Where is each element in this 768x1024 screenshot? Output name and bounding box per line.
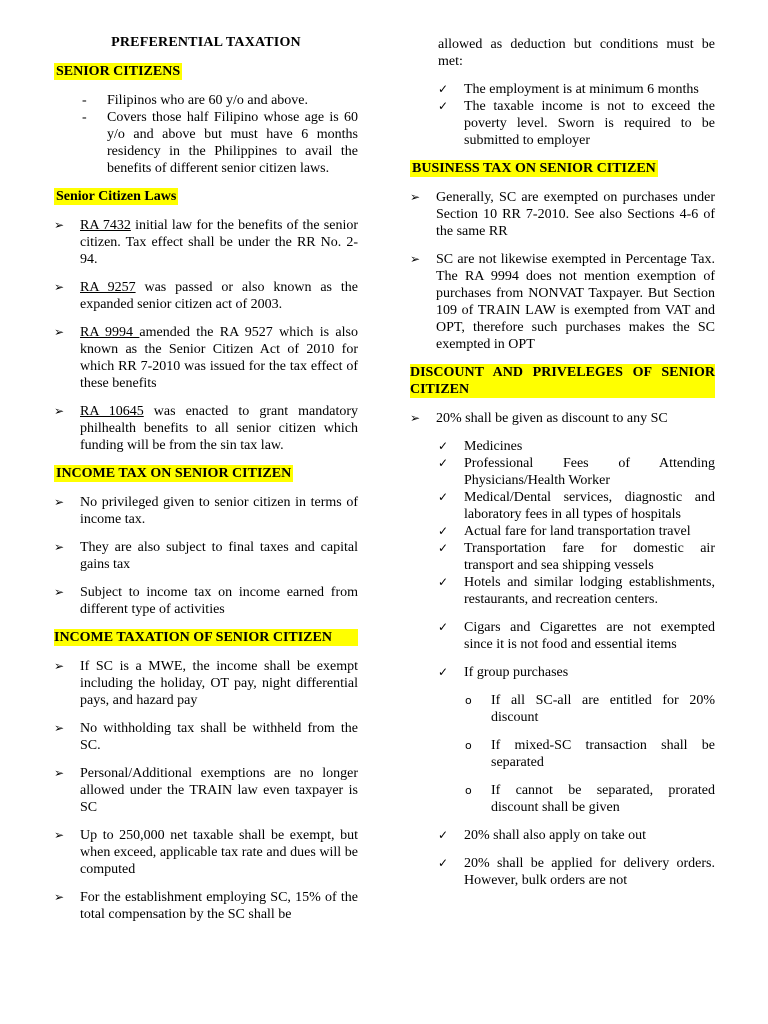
continuation-text: allowed as deduction but conditions must be met:	[438, 37, 715, 69]
check-bullet-icon: ✓	[438, 575, 449, 589]
discount-heading: DISCOUNT AND PRIVELEGES OF SENIOR CITIZEN	[410, 365, 715, 397]
list-item: ➢ No privileged given to senior citizen in terms of income tax.	[54, 495, 358, 527]
discount-item: ✓ Actual fare for land transportation travel	[438, 524, 691, 539]
page-title: PREFERENTIAL TAXATION	[111, 35, 301, 50]
check-bullet-icon: ✓	[438, 439, 449, 453]
arrow-bullet-icon: ➢	[410, 190, 421, 204]
group-purchases-item: ✓ If group purchases	[438, 665, 569, 680]
senior-citizen-laws-heading: Senior Citizen Laws	[56, 189, 177, 204]
check-bullet-icon: ✓	[438, 456, 449, 470]
condition-item: ✓ The taxable income is not to exceed the poverty level. Sworn is required to be submitted to employer	[438, 99, 715, 148]
list-item: ➢ Personal/Additional exemptions are no longer allowed under the TRAIN law even taxpayer is SC	[54, 766, 358, 815]
law-item: ➢ RA 9994 amended the RA 9527 which is also known as the Senior Citizen Act of 2010 for which RR 7-2010 was issued for the tax effect of these benefits	[54, 325, 358, 391]
check-bullet-icon: ✓	[438, 99, 449, 113]
arrow-bullet-icon: ➢	[410, 411, 421, 425]
law-item: ➢ RA 10645 was enacted to grant mandatory philhealth benefits to all senior citizen which funding will be from the sin tax law.	[54, 404, 358, 453]
list-item: ➢ 20% shall be given as discount to any SC	[410, 411, 668, 426]
arrow-bullet-icon: ➢	[54, 218, 65, 232]
law-item: ➢ RA 7432 initial law for the benefits of the senior citizen. Tax effect shall be under the RR No. 2-94.	[54, 218, 358, 267]
list-item: ➢ Up to 250,000 net taxable shall be exempt, but when exceed, applicable tax rate and dues will be computed	[54, 828, 358, 877]
check-bullet-icon: ✓	[438, 490, 449, 504]
arrow-bullet-icon: ➢	[54, 659, 65, 673]
check-bullet-icon: ✓	[438, 524, 449, 538]
arrow-bullet-icon: ➢	[54, 540, 65, 554]
arrow-bullet-icon: ➢	[54, 325, 65, 339]
circle-bullet-icon: o	[465, 694, 472, 707]
group-sub-item: o If all SC-all are entitled for 20% discount	[465, 693, 715, 725]
discount-item: ✓ Professional Fees of Attending Physicians/Health Worker	[438, 456, 715, 488]
check-bullet-icon: ✓	[438, 541, 449, 555]
takeout-item: ✓ 20% shall also apply on take out	[438, 828, 646, 843]
arrow-bullet-icon: ➢	[54, 828, 65, 842]
arrow-bullet-icon: ➢	[54, 404, 65, 418]
arrow-bullet-icon: ➢	[54, 721, 65, 735]
list-item: - Filipinos who are 60 y/o and above.	[82, 93, 309, 108]
circle-bullet-icon: o	[465, 739, 472, 752]
list-item: ➢ SC are not likewise exempted in Percentage Tax. The RA 9994 does not mention exemption of purchases from NONVAT Taxpayer. But Section 109 of TRAIN LAW is exempted from VAT and OPT, therefore such purchases makes the SC exempted in OPT	[410, 252, 715, 352]
law-item: ➢ RA 9257 was passed or also known as the expanded senior citizen act of 2003.	[54, 280, 358, 312]
arrow-bullet-icon: ➢	[54, 280, 65, 294]
list-item: ➢ No withholding tax shall be withheld from the SC.	[54, 721, 358, 753]
senior-citizens-heading: SENIOR CITIZENS	[56, 64, 181, 79]
check-bullet-icon: ✓	[438, 665, 449, 679]
income-taxation-heading: INCOME TAXATION OF SENIOR CITIZEN	[54, 629, 358, 646]
arrow-bullet-icon: ➢	[54, 495, 65, 509]
arrow-bullet-icon: ➢	[54, 890, 65, 904]
check-bullet-icon: ✓	[438, 82, 449, 96]
right-column	[410, 36, 715, 889]
check-bullet-icon: ✓	[438, 828, 449, 842]
list-item: ➢ Generally, SC are exempted on purchases under Section 10 RR 7-2010. See also Sections 4-6 of the same RR	[410, 190, 715, 239]
list-item: ➢ They are also subject to final taxes and capital gains tax	[54, 540, 358, 572]
discount-item: ✓ Hotels and similar lodging establishments, restaurants, and recreation centers.	[438, 575, 715, 607]
income-tax-heading: INCOME TAX ON SENIOR CITIZEN	[56, 466, 292, 481]
list-item: ➢ Subject to income tax on income earned from different type of activities	[54, 585, 358, 617]
arrow-bullet-icon: ➢	[410, 252, 421, 266]
group-sub-item: o If mixed-SC transaction shall be separated	[465, 738, 715, 770]
group-sub-item: o If cannot be separated, prorated discount shall be given	[465, 783, 715, 815]
cigars-item: ✓ Cigars and Cigarettes are not exempted since it is not food and essential items	[438, 620, 715, 652]
list-item: - Covers those half Filipino whose age is 60 y/o and above but must have 6 months residency in the Philippines to avail the benefits of different senior citizen laws.	[82, 110, 358, 176]
circle-bullet-icon: o	[465, 784, 472, 797]
arrow-bullet-icon: ➢	[54, 766, 65, 780]
delivery-item: ✓ 20% shall be applied for delivery orders. However, bulk orders are not	[438, 856, 715, 888]
list-item: ➢ If SC is a MWE, the income shall be exempt including the holiday, OT pay, night differential pays, and hazard pay	[54, 659, 358, 708]
discount-item: ✓ Medicines	[438, 439, 523, 454]
arrow-bullet-icon: ➢	[54, 585, 65, 599]
discount-item: ✓ Medical/Dental services, diagnostic and laboratory fees in all types of hospitals	[438, 490, 715, 522]
list-item: ➢ For the establishment employing SC, 15% of the total compensation by the SC shall be	[54, 890, 358, 922]
discount-item: ✓ Transportation fare for domestic air transport and sea shipping vessels	[438, 541, 715, 573]
business-tax-heading: BUSINESS TAX ON SENIOR CITIZEN	[412, 161, 656, 176]
check-bullet-icon: ✓	[438, 856, 449, 870]
check-bullet-icon: ✓	[438, 620, 449, 634]
left-column	[54, 34, 358, 934]
condition-item: ✓ The employment is at minimum 6 months	[438, 82, 699, 97]
